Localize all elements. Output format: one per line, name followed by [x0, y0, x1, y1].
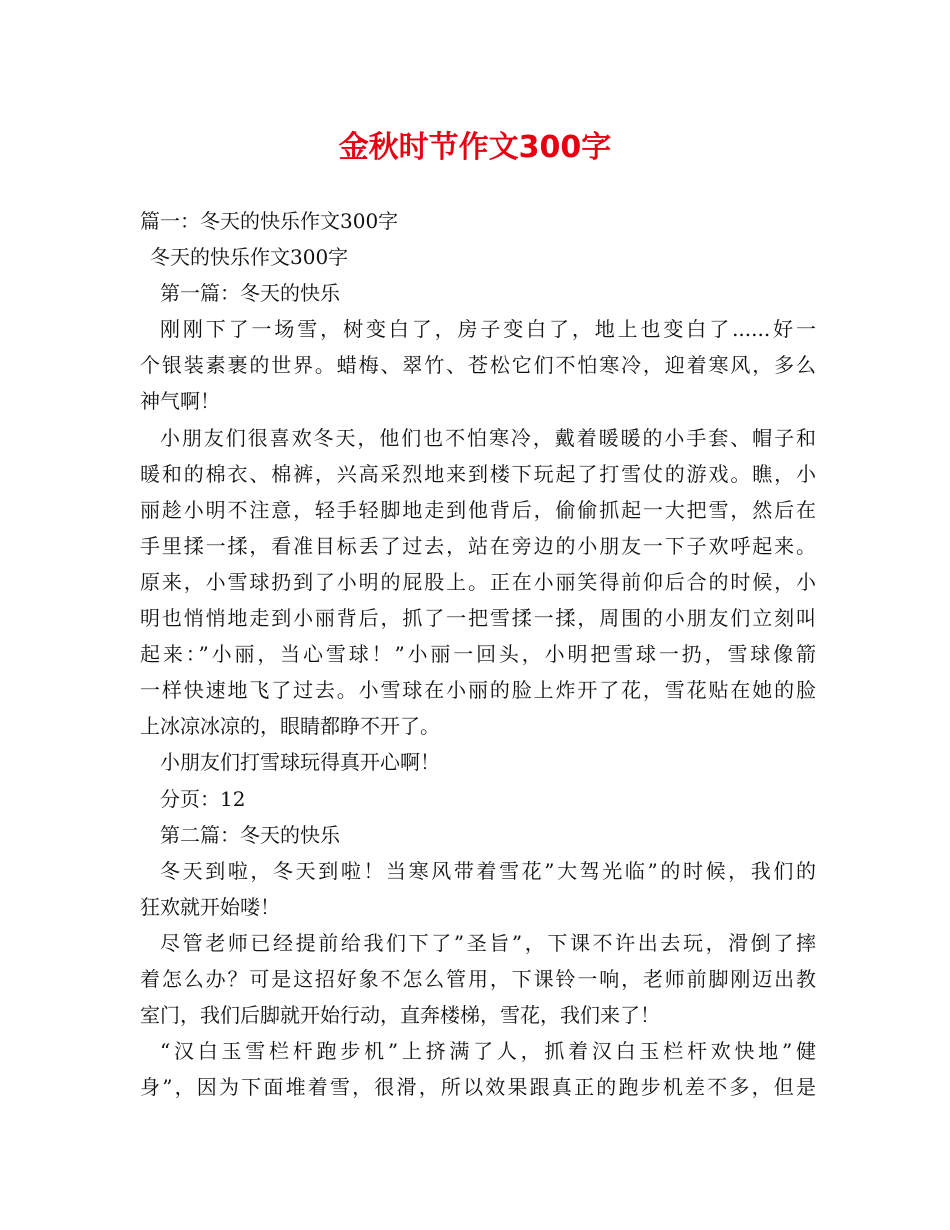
- document-body: [140, 203, 816, 1105]
- text-line: 手里揉一揉，看准目标丢了过去，站在旁边的小朋友一下子欢呼起来。: [140, 533, 816, 558]
- text-line: 篇一：冬天的快乐作文300字: [140, 209, 399, 233]
- text-line: 分页：12: [160, 786, 246, 811]
- text-line: 小朋友们打雪球玩得真开心啊！: [160, 750, 440, 775]
- text-line: 原来，小雪球扔到了小明的屁股上。正在小丽笑得前仰后合的时候，小: [140, 569, 816, 594]
- text-line: 室门，我们后脚就开始行动，直奔楼梯，雪花，我们来了！: [140, 1003, 660, 1028]
- text-line: 暖和的棉衣、棉裤，兴高采烈地来到楼下玩起了打雪仗的游戏。瞧，小: [140, 461, 816, 486]
- text-line: 着怎么办？可是这招好象不怎么管用，下课铃一响，老师前脚刚迈出教: [140, 966, 816, 991]
- text-line: 起来：”小丽，当心雪球！”小丽一回头，小明把雪球一扔，雪球像箭: [140, 642, 816, 667]
- text-line: 第一篇：冬天的快乐: [160, 281, 340, 306]
- text-line: 神气啊！: [140, 389, 220, 414]
- text-line: 狂欢就开始喽！: [140, 894, 280, 919]
- text-line: “汉白玉雪栏杆跑步机”上挤满了人，抓着汉白玉栏杆欢快地”健: [160, 1039, 816, 1064]
- text-line: 身”，因为下面堆着雪，很滑，所以效果跟真正的跑步机差不多，但是: [140, 1075, 816, 1100]
- text-line: 冬天到啦，冬天到啦！当寒风带着雪花”大驾光临”的时候，我们的: [160, 858, 816, 883]
- text-line: 明也悄悄地走到小丽背后，抓了一把雪揉一揉，周围的小朋友们立刻叫: [140, 606, 816, 631]
- document-title: 金秋时节作文300字: [338, 130, 612, 165]
- text-line: 个银装素裹的世界。蜡梅、翠竹、苍松它们不怕寒冷，迎着寒风，多么: [140, 353, 816, 378]
- text-line: 第二篇：冬天的快乐: [160, 822, 340, 847]
- text-line: 上冰凉冰凉的，眼睛都睁不开了。: [140, 714, 440, 739]
- text-line: 丽趁小明不注意，轻手轻脚地走到他背后，偷偷抓起一大把雪，然后在: [140, 497, 816, 522]
- text-line: 刚刚下了一场雪，树变白了，房子变白了，地上也变白了......好一: [160, 317, 816, 342]
- text-line: 冬天的快乐作文300字: [150, 245, 349, 270]
- text-line: 小朋友们很喜欢冬天，他们也不怕寒冷，戴着暖暖的小手套、帽子和: [160, 425, 816, 450]
- text-line: 一样快速地飞了过去。小雪球在小丽的脸上炸开了花，雪花贴在她的脸: [140, 678, 816, 703]
- text-line: 尽管老师已经提前给我们下了”圣旨”，下课不许出去玩，滑倒了摔: [160, 930, 816, 955]
